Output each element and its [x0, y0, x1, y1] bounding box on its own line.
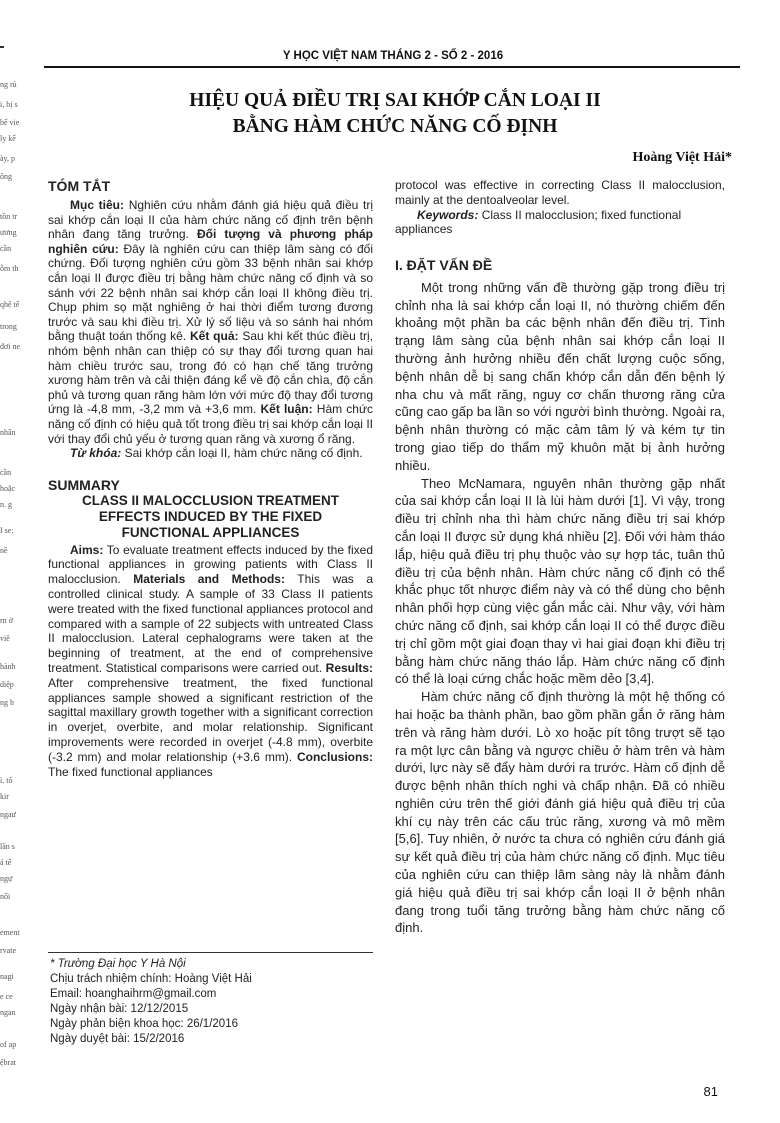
gutter-text: tồn tr — [0, 212, 18, 221]
gutter-text: nagi — [0, 972, 14, 981]
gutter-text: nhân — [0, 428, 16, 437]
gutter-text: hành — [0, 662, 16, 671]
gutter-text: ương — [0, 228, 17, 237]
gutter-text: trong — [0, 322, 17, 331]
title-line-1: HIỆU QUẢ ĐIỀU TRỊ SAI KHỚP CẮN LOẠI II — [189, 90, 601, 111]
abstract-methods-text: Đây là nghiên cứu can thiệp lâm sàng có đối chứng. Đối tượng nghiên cứu gồm 33 bệnh nhân sai khớp cắn loại II được điều trị bằng hàm chức năng cố định và so sánh với 22 bệnh nhân sai khớp cắn loại II không điều trị. Chụp phim sọ mặt nghiêng ở hai thời điểm tương đương trước và sau khi điều trị. Xử lý số liệu và so sánh hai nhóm bằng thuật toán thống kê. — [48, 241, 373, 344]
summary-aims-text: To evaluate treatment effects induced by the fixed functional appliances in growing patients with Class II malocclusion. — [48, 542, 373, 587]
footnote-affiliation: * Trường Đại học Y Hà Nội — [50, 958, 186, 970]
author-name: Hoàng Việt Hải* — [632, 150, 732, 165]
gutter-text: ày, p — [0, 154, 16, 163]
summary-continuation: protocol was effective in correcting Class II malocclusion, mainly at the dentoalveolar level. — [395, 178, 725, 207]
abstract-paragraph — [48, 198, 373, 446]
footnote — [48, 952, 373, 1047]
summary-keywords-text: Class II malocclusion; fixed functional appliances — [395, 207, 682, 237]
gutter-text: I se: — [0, 526, 14, 535]
keywords-label: Từ khóa: — [70, 446, 122, 461]
gutter-text: rn ở — [0, 616, 13, 625]
gutter-text: ngự — [0, 874, 13, 883]
gutter-text: rvate — [0, 946, 16, 955]
gutter-text: qhệ tế — [0, 300, 20, 309]
gutter-text: ỗm th — [0, 264, 19, 273]
summary-aims-label: Aims: — [70, 542, 104, 557]
gutter-text: bể vie — [0, 118, 20, 127]
gutter-text: ement — [0, 928, 20, 937]
summary-results-label: Results: — [322, 661, 373, 676]
gutter-text: viê — [0, 634, 10, 643]
footnote-received-date: Ngày nhận bài: 12/12/2015 — [50, 1003, 189, 1015]
summary-title-line-3: FUNCTIONAL APPLIANCES — [121, 524, 300, 540]
summary-conclusions-text: The fixed functional appliances — [48, 764, 213, 779]
gutter-text: nề — [0, 546, 8, 555]
section-heading-intro: I. ĐẶT VẤN ĐỀ — [395, 256, 493, 273]
gutter-text: ngan — [0, 1008, 16, 1017]
gutter-text: e ce — [0, 992, 13, 1001]
gutter-text: ông — [0, 172, 12, 181]
gutter-text: cần — [0, 244, 12, 253]
abstract-keywords — [48, 446, 373, 461]
header-rule — [44, 66, 740, 68]
intro-paragraph-2: Theo McNamara, nguyên nhân thường gặp nhất của sai khớp cắn loại II là lùi hàm dưới [1]. Vì vậy, trong điều trị chỉnh nha thì hàm chức năng điều trị sai khớp cắn loại II được sử dụng khá nhiều [2]. Đối với hàm tháo lắp, hiệu quả điều trị phụ thuộc vào sự hợp tác, tuân thủ điều trị của bệnh nhân. Hàm chức năng cố định có thể khắc phục tốt nhược điểm này và có thể dùng cho bệnh nhân phối hợp cùng việc gắn mắc cài. Như vậy, với hàm chức năng cố định, sai khớp cắn loại II có thể được điều trị chỉ gồm một giai đoạn thay vì hai giai đoạn khi điều trị bằng hàm chức năng tháo lắp. Hàm chức năng cố định có thể là loại cứng chắc hoặc mềm dẻo [3,4]. — [395, 475, 725, 687]
title-line-2: BẰNG HÀM CHỨC NĂNG CỐ ĐỊNH — [232, 116, 558, 137]
keywords-text: Sai khớp cắn loại II, hàm chức năng cố định. — [121, 446, 363, 461]
gutter-text: diệp — [0, 680, 14, 689]
left-column — [48, 178, 373, 779]
gutter-text: ng h — [0, 698, 14, 707]
gutter-text: ng rủ — [0, 80, 17, 89]
gutter-text: ì. tố — [0, 776, 13, 785]
summary-conclusions-label: Conclusions: — [292, 749, 373, 764]
gutter-text: n. g — [0, 500, 12, 509]
gutter-text: ngaư — [0, 810, 16, 819]
abstract-methods-label: Đối tượng và phương pháp nghiên cứu: — [48, 227, 373, 256]
abstract-aims-label: Mục tiêu: — [70, 198, 125, 212]
intro-paragraph-3: Hàm chức năng cố định thường là một hệ thống có hai hoặc ba thành phần, bao gồm phần gắn ở răng hàm trên và răng hàm dưới. Lò xo hoặc pít tông trượt sẽ tạo ra một lực cân bằng và ngược chiều ở hàm trên và hàm dưới, lực này sẽ đẩy hàm dưới ra trước. Hàm cố định dễ được bệnh nhân thích nghi và chấp nhận. Đã có nhiều nghiên cứu trên thế giới đánh giá hiệu quả điều trị của khí cụ này trên các cấu trúc răng, xương và mô mềm [5,6]. Tuy nhiên, ở nước ta chưa có nghiên cứu đánh giá sự kết quả điều trị của hàm chức năng cố định. Mục tiêu của nghiên cứu can thiệp lâm sàng này là nhằm đánh giá hiệu quả điều trị sai khớp cắn loại II ở bệnh nhân đang trong tuổi tăng trưởng bằng hàm chức năng cố định. — [395, 689, 725, 936]
summary-paragraph — [48, 543, 373, 780]
gutter-text: i, bị s — [0, 100, 18, 109]
gutter-text: ly kế — [0, 134, 16, 143]
summary-results-text: After comprehensive treatment, the fixed functional appliances sample showed a significant restriction of the sagittal maxillary growth together with a significant correction in overjet, overbite, and molar relationship. Significant improvements were recorded in overjet (-4.8 mm), overbite (-3.2 mm) and molar relationship (+3.6 mm). — [48, 675, 373, 764]
summary-methods-text: This was a controlled clinical study. A sample of 33 Class II patients were treated with the fixed functional appliances protocol and compared with a sample of 22 subjects with untreated Class II malocclusion. Lateral cephalograms were taken at the beginning of treatment, at the end of comprehensive treatment. Statistical comparisons were carried out. — [48, 572, 374, 676]
summary-heading: SUMMARY — [48, 476, 120, 493]
abstract-heading: TÓM TẮT — [48, 178, 111, 194]
summary-title — [48, 493, 373, 541]
gutter-mark — [0, 46, 4, 48]
left-margin-gutter — [0, 0, 30, 1123]
gutter-text: kir — [0, 792, 9, 801]
gutter-text: of ap — [0, 1040, 17, 1049]
gutter-text: hoặc — [0, 484, 16, 493]
gutter-text: lần s — [0, 842, 15, 851]
summary-title-line-2: EFFECTS INDUCED BY THE FIXED — [98, 508, 323, 524]
abstract-conclusion-text: Hàm chức năng cố định có hiệu quả tốt trong điều trị sai khớp cắn loại II với thay đổi chủ yếu ở tương quan răng và xương ổ răng. — [48, 402, 373, 446]
gutter-text: cần — [0, 468, 12, 477]
gutter-text: nối — [0, 892, 11, 901]
page-number: 81 — [703, 1084, 718, 1099]
right-column — [395, 178, 725, 937]
footnote-responsible: Chịu trách nhiệm chính: Hoàng Việt Hải — [50, 973, 252, 985]
intro-paragraph-1: Một trong những vấn đề thường gặp trong điều trị chỉnh nha là sai khớp cắn loại II, nó thường chiếm đến khoảng một phần ba các bệnh nhân đến điều trị. Tình trạng lâm sàng của bệnh nhân sai khớp cắn loại II thường ảnh hưởng nhiều đến chất lượng cuộc sống, bệnh nhân dễ bị sang chấn khớp cắn dẫn đến bệnh lý nha chu và mất răng, nguy cơ chấn thương răng cửa cũng cao gấp ba lần so với người bình thường. Ngoài ra, bệnh nhân thường có mặc cảm tâm lý và kém tự tin trong giao tiếp do thẩm mỹ khuôn mặt bị ảnh hưởng nhiều. — [395, 279, 725, 473]
footnote-email: Email: hoanghaihrm@gmail.com — [50, 988, 217, 1000]
summary-keywords-label: Keywords: — [417, 207, 479, 222]
summary-keywords — [395, 208, 725, 237]
summary-title-line-1: CLASS II MALOCCLUSION TREATMENT — [82, 492, 339, 508]
gutter-text: ệbrat — [0, 1058, 16, 1067]
running-header: Y HỌC VIỆT NAM THÁNG 2 - SỐ 2 - 2016 — [282, 50, 504, 62]
footnote-approved-date: Ngày duyệt bài: 15/2/2016 — [50, 1033, 185, 1045]
abstract-results-text: Sau khi kết thúc điều trị, nhóm bệnh nhân can thiệp có sự thay đổi tương quan hai hàm chiều trước sau, trong đó có hạn chế tăng trưởng xương hàm trên và cải thiện đáng kể về độ cắn chìa, độ cắn phủ và tương quan răng hàm lớn với mức độ thay đổi tương ứng là -4,8 mm, -3,2 mm và +3,6 mm. — [48, 329, 373, 417]
abstract-results-label: Kết quả: — [186, 329, 239, 344]
article-title — [60, 88, 730, 140]
abstract-conclusion-label: Kết luận: — [256, 402, 313, 417]
gutter-text: đơi ne — [0, 342, 21, 351]
summary-methods-label: Materials and Methods: — [120, 572, 285, 587]
gutter-text: á tế — [0, 858, 12, 867]
abstract-aims-text: Nghiên cứu nhằm đánh giá hiệu quả điều trị sai khớp cắn loại II của hàm chức năng cố định trên bệnh nhân đang tăng trưởng. — [48, 198, 373, 242]
footnote-reviewed-date: Ngày phản biện khoa học: 26/1/2016 — [50, 1018, 238, 1030]
